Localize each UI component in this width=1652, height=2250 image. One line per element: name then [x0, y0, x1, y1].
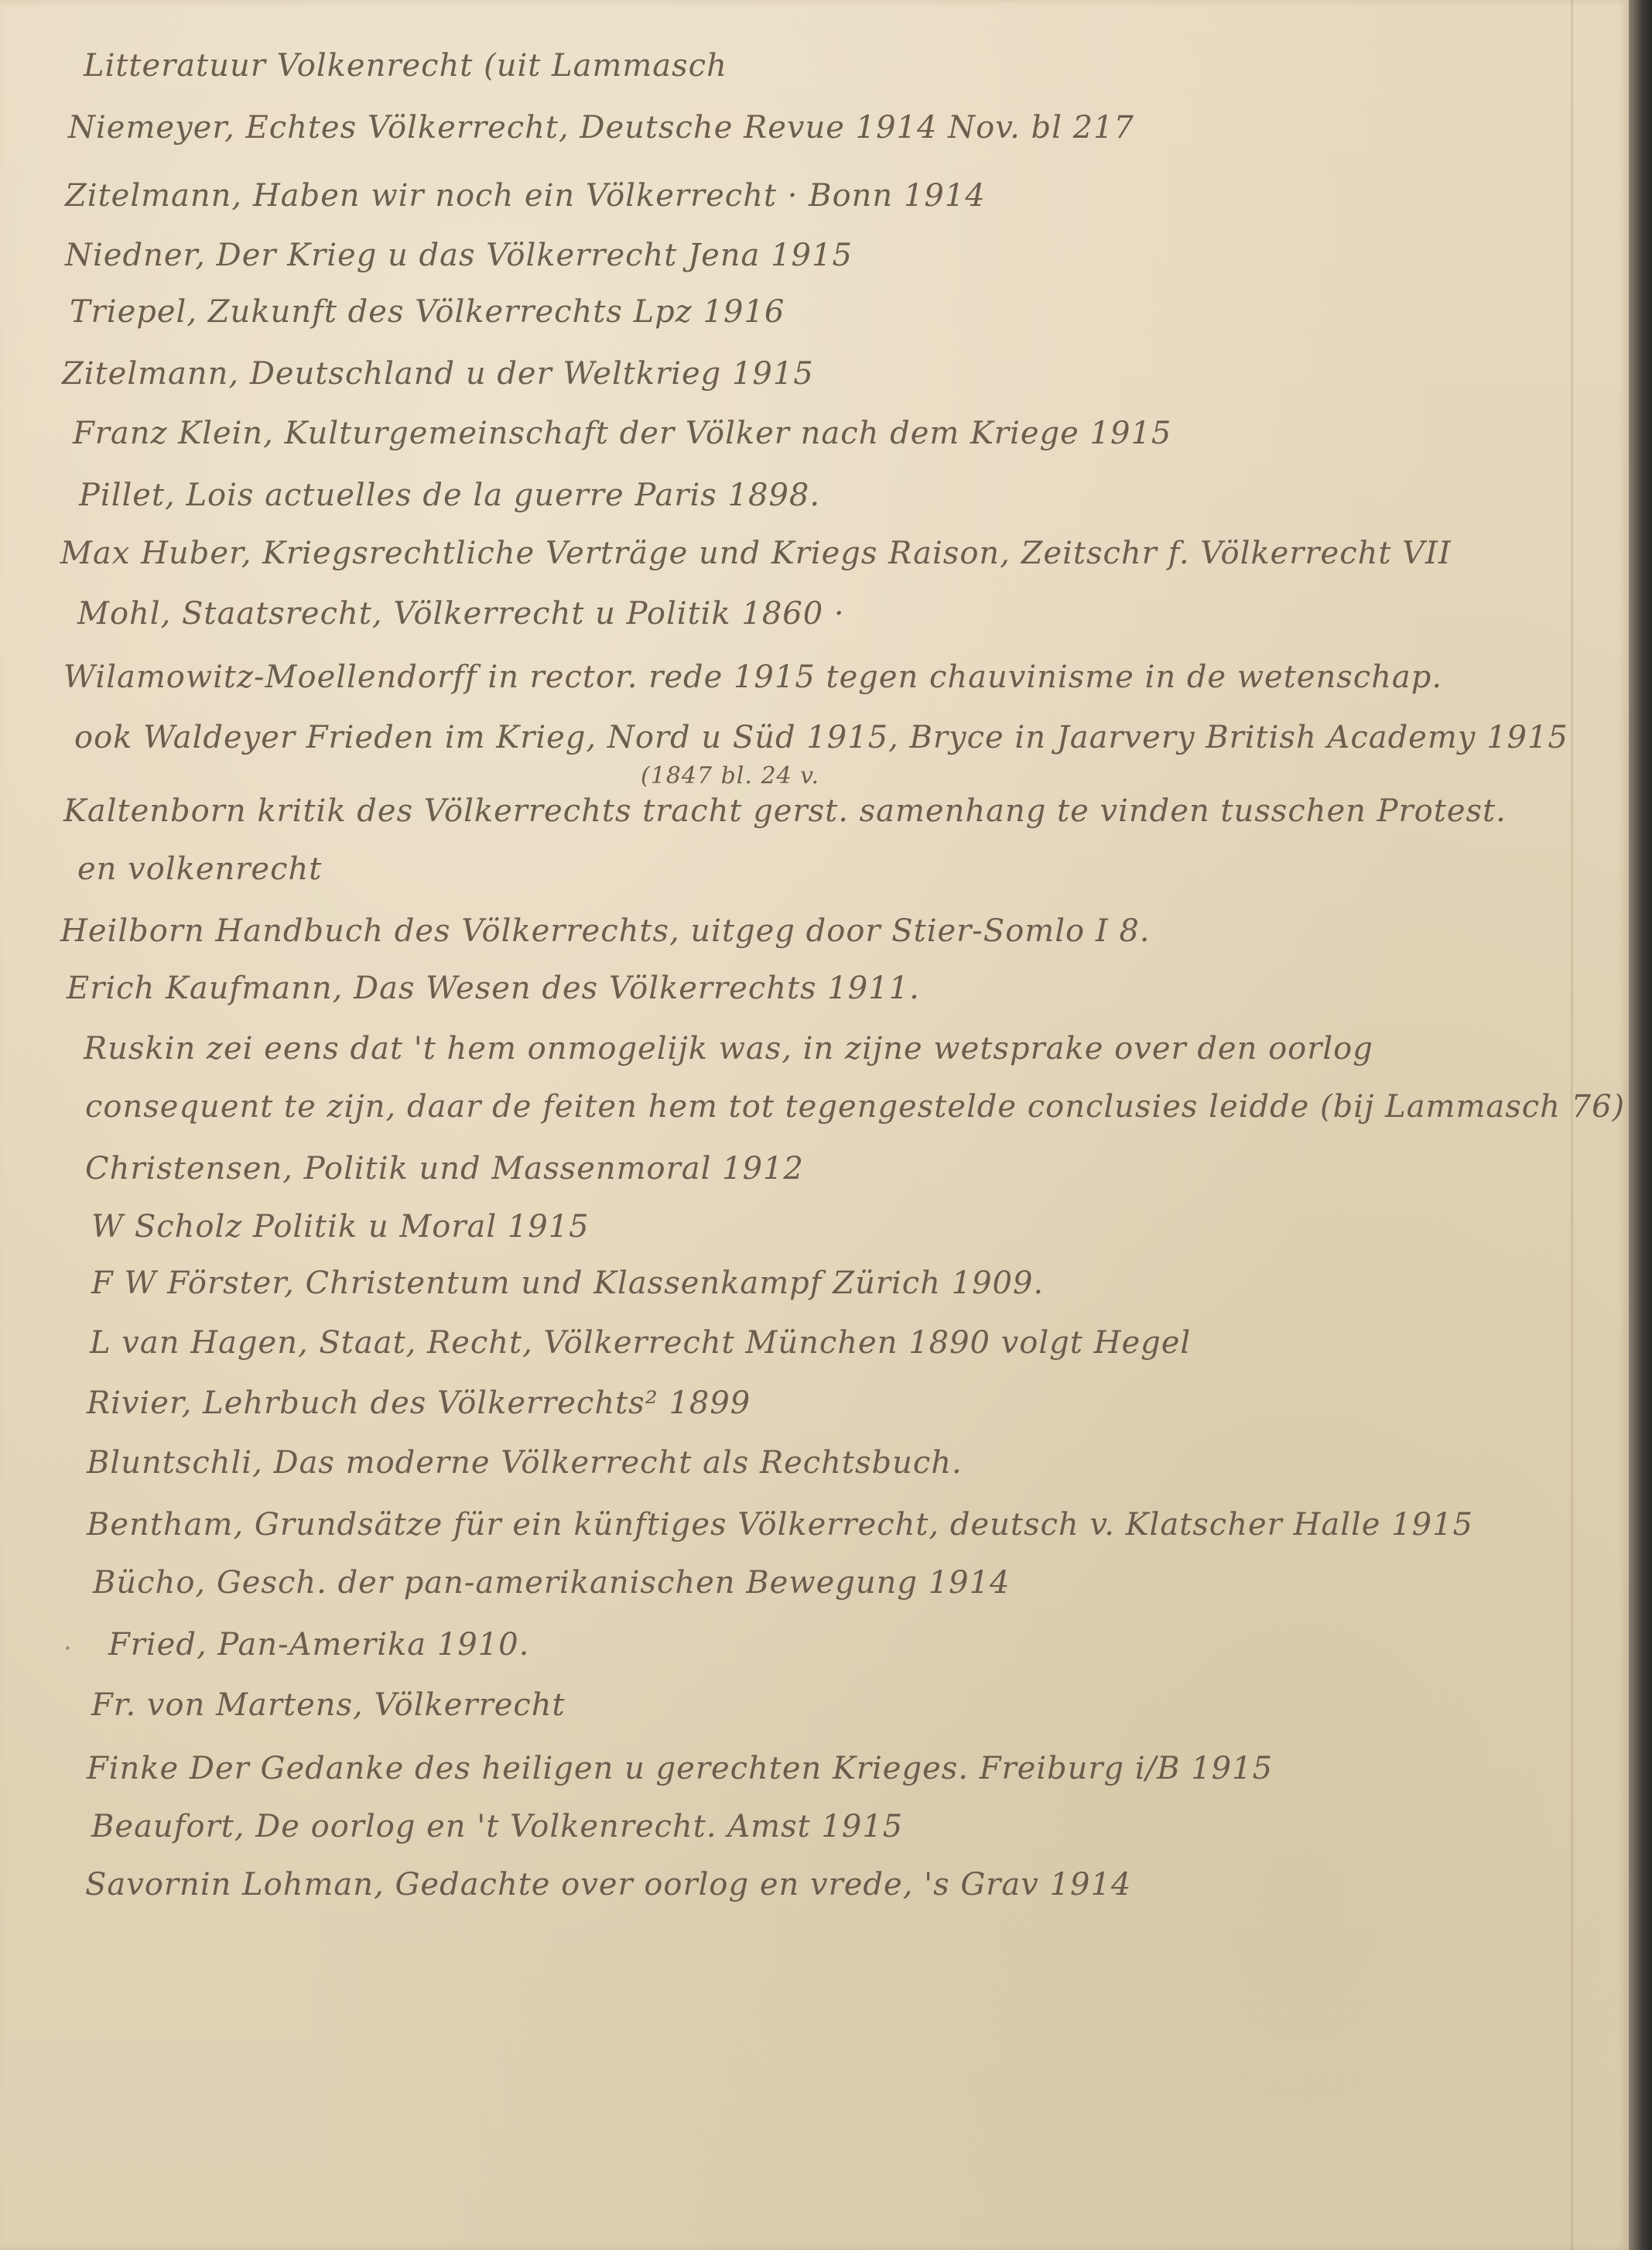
page-edge-shadow	[1629, 0, 1652, 2250]
list-item: F W Förster, Christentum und Klassenkampf Zürich 1909.	[91, 1265, 1045, 1301]
list-item: Wilamowitz-Moellendorff in rector. rede 1915 tegen chauvinisme in de wetenschap.	[63, 659, 1443, 695]
list-item: Rivier, Lehrbuch des Völkerrechts² 1899	[87, 1385, 751, 1421]
list-item: Max Huber, Kriegsrechtliche Verträge und Kriegs Raison, Zeitschr f. Völkerrecht VII	[60, 536, 1452, 571]
list-item: Mohl, Staatsrecht, Völkerrecht u Politik 1860 ·	[77, 596, 845, 632]
list-item: ook Waldeyer Frieden im Krieg, Nord u Süd 1915, Bryce in Jaarvery British Academy 1915	[74, 720, 1568, 755]
list-item: Christensen, Politik und Massenmoral 1912	[85, 1151, 804, 1187]
list-item: Niemeyer, Echtes Völkerrecht, Deutsche Revue 1914 Nov. bl 217	[68, 110, 1134, 146]
list-item: Zitelmann, Deutschland u der Weltkrieg 1915	[62, 356, 814, 392]
list-item: Triepel, Zukunft des Völkerrechts Lpz 1916	[70, 294, 785, 330]
list-item: Finke Der Gedanke des heiligen u gerechten Krieges. Freiburg i/B 1915	[87, 1751, 1274, 1786]
list-item: Zitelmann, Haben wir noch ein Völkerrecht · Bonn 1914	[65, 178, 986, 214]
list-item: Franz Klein, Kulturgemeinschaft der Völker nach dem Kriege 1915	[73, 416, 1172, 451]
list-item: Pillet, Lois actuelles de la guerre Paris 1898.	[79, 478, 821, 513]
list-item-continuation: en volkenrecht	[77, 851, 323, 887]
list-item: Beaufort, De oorlog en 't Volkenrecht. Amst 1915	[91, 1809, 904, 1844]
list-item: Fried, Pan-Amerika 1910.	[108, 1627, 530, 1663]
list-item: Niedner, Der Krieg u das Völkerrecht Jena 1915	[65, 238, 853, 273]
list-item: Savornin Lohman, Gedachte over oorlog en vrede, 's Grav 1914	[85, 1867, 1132, 1902]
list-item-continuation: consequent te zijn, daar de feiten hem tot tegengestelde conclusies leidde (bij Lammasch 76)	[85, 1089, 1626, 1125]
list-item: Bluntschli, Das moderne Völkerrecht als Rechtsbuch.	[87, 1445, 963, 1481]
list-item: Bücho, Gesch. der pan-amerikanischen Bewegung 1914	[93, 1565, 1011, 1601]
list-item: Kaltenborn kritik des Völkerrechts tracht gerst. samenhang te vinden tusschen Protest.	[63, 793, 1507, 829]
list-item: Ruskin zei eens dat 't hem onmogelijk was, in zijne wetsprake over den oorlog	[84, 1031, 1373, 1067]
margin-dot: ·	[63, 1633, 72, 1664]
list-item: W Scholz Politik u Moral 1915	[91, 1209, 590, 1245]
list-item: Heilborn Handbuch des Völkerrechts, uitgeg door Stier-Somlo I 8.	[60, 913, 1151, 949]
list-item: L van Hagen, Staat, Recht, Völkerrecht München 1890 volgt Hegel	[90, 1325, 1192, 1361]
interlinear-note: (1847 bl. 24 v.	[641, 762, 820, 789]
list-heading: Litteratuur Volkenrecht (uit Lammasch	[84, 48, 727, 84]
list-item: Erich Kaufmann, Das Wesen des Völkerrechts 1911.	[67, 971, 920, 1006]
list-item: Bentham, Grundsätze für ein künftiges Völkerrecht, deutsch v. Klatscher Halle 1915	[87, 1507, 1473, 1543]
list-item: Fr. von Martens, Völkerrecht	[91, 1687, 566, 1723]
